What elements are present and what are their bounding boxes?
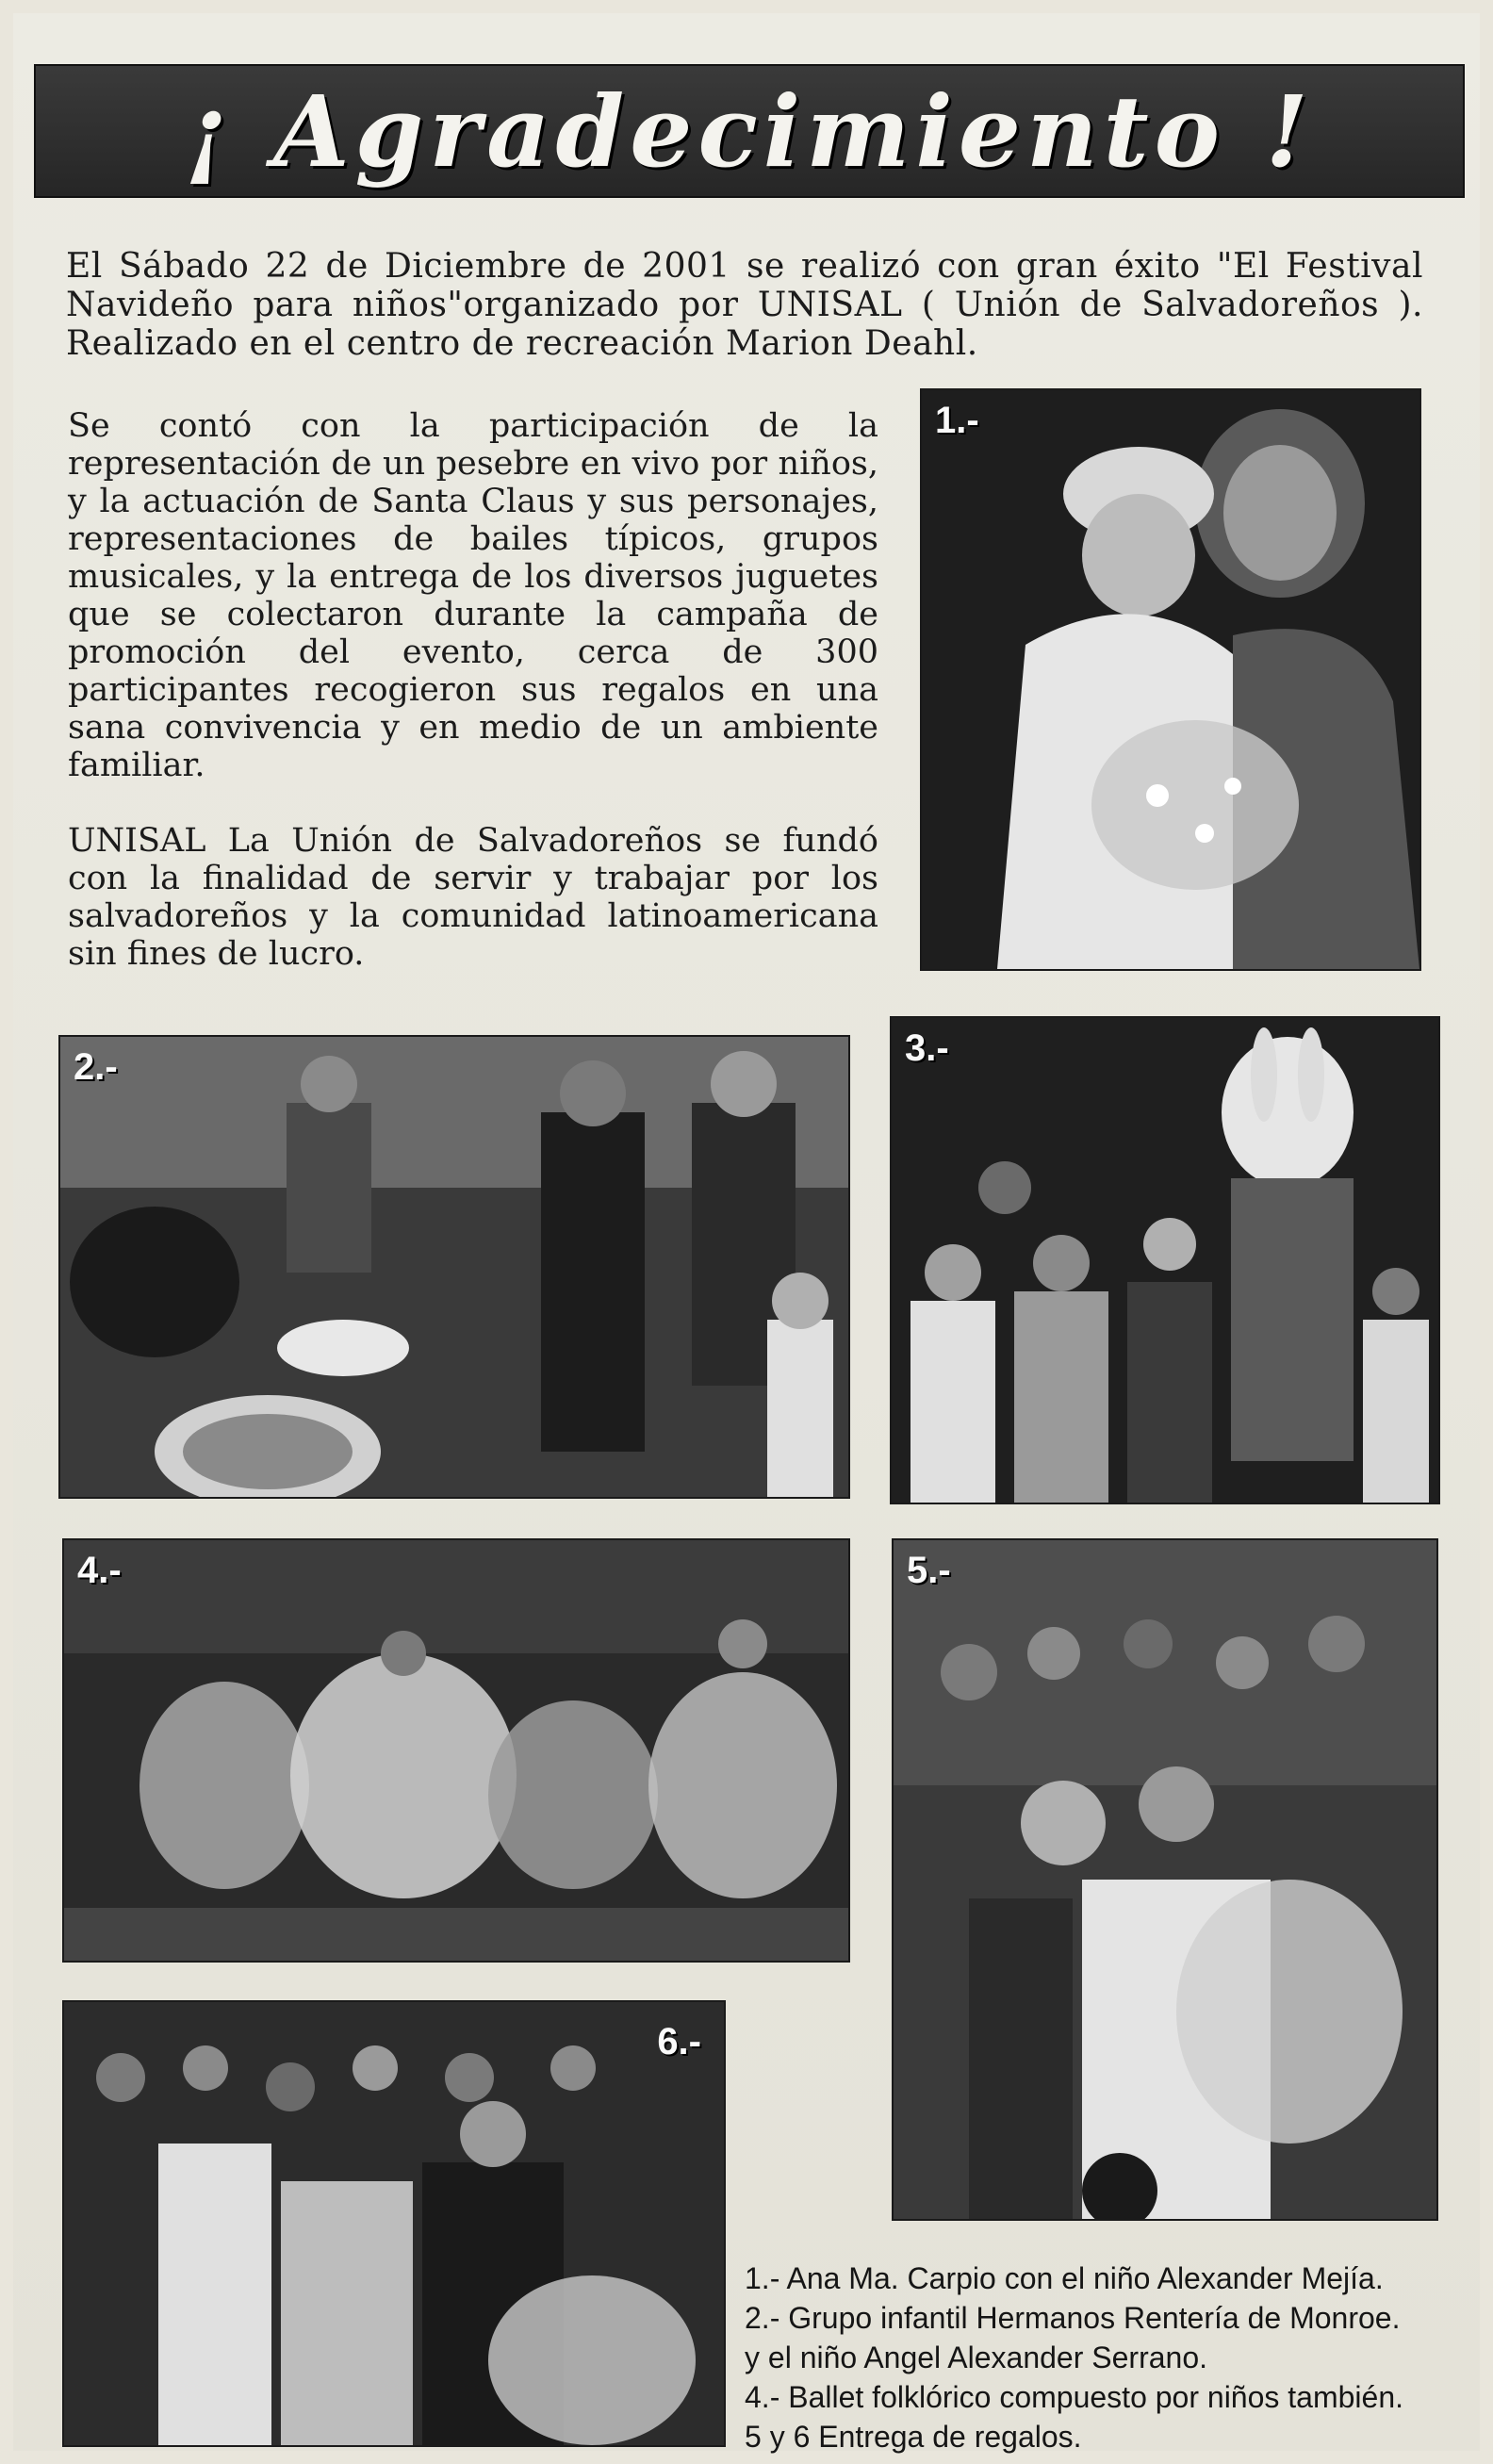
photo-4 (62, 1538, 850, 1963)
body-paragraph-2: UNISAL La Unión de Salvadoreños se fundó con la finalidad de servir y trabajar por los salvadoreños y la comunidad latinoamericana sin fines de lucro. (68, 822, 878, 973)
body-paragraph-1: Se contó con la participación de la representación de un pesebre en vivo por niños, y la actuación de Santa Claus y sus personajes, representaciones de bailes típicos, grupos musicales, y la entrega de los diversos juguetes que se colectaron durante la campaña de promoción del evento, cerca de 300 participantes recogieron sus regalos en una sana convivencia y en medio de un ambiente familiar. (68, 407, 878, 784)
photo-2 (58, 1035, 850, 1499)
caption-line-4: 4.- Ballet folklórico compuesto por niños también. (745, 2380, 1404, 2414)
photo-5-image (894, 1540, 1436, 2219)
newspaper-clipping (13, 13, 1480, 2454)
intro-text (66, 247, 1423, 363)
photo-5 (892, 1538, 1438, 2221)
photo-4-image (64, 1540, 848, 1961)
photo-6-image (64, 2002, 724, 2445)
photo-4-label: 4.- (77, 1550, 122, 1591)
photo-3-label: 3.- (905, 1027, 949, 1069)
intro-paragraph: El Sábado 22 de Diciembre de 2001 se realizó con gran éxito "El Festival Navideño para niños"organizado por UNISAL ( Unión de Salvadoreños ). Realizado en el centro de recreación Marion Deahl. (66, 247, 1423, 363)
caption-line-5: 5 y 6 Entrega de regalos. (745, 2420, 1082, 2454)
photo-1 (920, 388, 1421, 971)
photo-5-label: 5.- (907, 1550, 951, 1591)
photo-6-label: 6.- (657, 2021, 701, 2062)
photo-captions (745, 2259, 1489, 2456)
photo-2-image (60, 1037, 848, 1497)
photo-3-image (892, 1018, 1438, 1503)
title-banner (34, 64, 1465, 198)
caption-line-3: y el niño Angel Alexander Serrano. (745, 2341, 1207, 2374)
page-title: ¡ Agradecimiento ! (185, 73, 1314, 189)
photo-1-label: 1.- (935, 400, 979, 441)
photo-3 (890, 1016, 1440, 1504)
photo-1-image (922, 390, 1419, 969)
article-body (68, 407, 878, 1010)
photo-2-label: 2.- (74, 1046, 118, 1088)
caption-line-2: 2.- Grupo infantil Hermanos Rentería de Monroe. (745, 2301, 1401, 2335)
photo-6 (62, 2000, 726, 2447)
caption-line-1: 1.- Ana Ma. Carpio con el niño Alexander Mejía. (745, 2261, 1384, 2295)
